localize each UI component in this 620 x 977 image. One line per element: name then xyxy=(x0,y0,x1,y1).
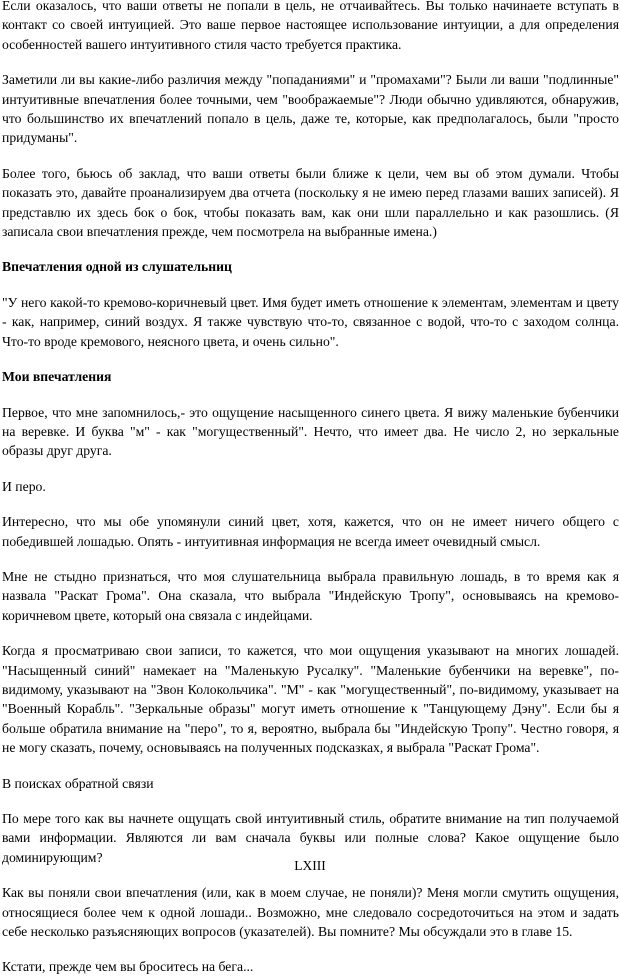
paragraph-hits-misses: Заметили ли вы какие-либо различия между "попаданиями" и "промахами"? Были ли ваши "подлинные" интуитивные впечатления более точными, чем "воображаемые"? Люди обычно удивляются, обнаружив, что большинство их впечатлений попало в цель, даже те, которые, как предполагалось, были "просто придуманы". xyxy=(2,72,619,146)
paragraph-blue-color: Интересно, что мы обе упомянули синий цвет, хотя, кажется, что он не имеет ничего общего с победившей лошадью. Опять - интуитивная информация не всегда имеет очевидный смысл. xyxy=(2,514,619,549)
paragraph-right-horse: Мне не стыдно признаться, что моя слушательница выбрала правильную лошадь, в то время как я назвала "Раскат Грома". Она сказала, что выбрала "Индейскую Тропу", основываясь на кремово-коричневом цвете, который она связала с индейцами. xyxy=(2,568,619,623)
paragraph-closing: Кстати, прежде чем вы броситесь на бега... xyxy=(2,959,254,975)
paragraph-info-type: По мере того как вы начнете ощущать свой интуитивный стиль, обратите внимание на тип получаемой вами информации. Являются ли вам сначала буквы или полные слова? Какое ощущение было доминирующим? xyxy=(2,811,619,865)
page-number: LXIII xyxy=(294,858,326,873)
paragraph-intuition-contact: Если оказалось, что ваши ответы не попали в цель, не отчаивайтесь. Вы только начинаете вступать в контакт со своей интуицией. Это ваше первое настоящее использование интуиции, а для определения особенностей вашего интуитивного стиля часто требуется практика. xyxy=(2,0,619,52)
paragraph-listener-quote: "У него какой-то кремово-коричневый цвет. Имя будет иметь отношение к элементам, элементам и цвету - как, например, синий воздух. Я также чувствую что-то, связанное с водой, что-то с заходом солнца. Что-то вроде кремового, неясного цвета, и очень сильно". xyxy=(2,294,619,349)
subheading-feedback: В поисках обратной связи xyxy=(2,775,154,791)
paragraph-understanding: Как вы поняли свои впечатления (или, как в моем случае, не поняли)? Меня могли смутить ощущения, относящиеся более чем к одной лошади.. Возможно, мне следовало сосредоточиться на этом и задать себе несколько разъясняющих вопросов (указателей). Вы помните? Мы обсуждали это в главе 15. xyxy=(2,885,619,940)
paragraph-blue-bells: Первое, что мне запомнилось,- это ощущение насыщенного синего цвета. Я вижу маленькие бубенчики на веревке. И буква "м" - как "могущественный". Нечто, что имеет два. Не число 2, но зеркальные образы друг друга. xyxy=(2,404,619,459)
page-body xyxy=(2,0,619,977)
heading-my-impressions: Мои впечатления xyxy=(2,369,112,385)
paragraph-feather: И перо. xyxy=(2,478,46,494)
heading-listener-impressions: Впечатления одной из слушательниц xyxy=(2,259,232,275)
paragraph-notes-review: Когда я просматриваю свои записи, то кажется, что мои ощущения указывают на многих лошадей. "Насыщенный синий" намекает на "Маленькую Русалку". "Маленькие бубенчики на веревке", по-видимому, указывают на "Звон Колокольчика". "М" - как "могущественный", по-видимому, указывает на "Военный Корабль". "Зеркальные образы" могут иметь отношение к "Танцующему Дэну". Если бы я больше обратила внимание на "перо", то я, вероятно, выбрала бы "Индейскую Тропу". Честно говоря, я не могу сказать, почему, основываясь на полученных подсказках, я выбрала "Раскат Грома". xyxy=(2,643,619,756)
paragraph-two-reports: Более того, бьюсь об заклад, что ваши ответы были ближе к цели, чем вы об этом думали. Чтобы показать это, давайте проанализируем два отчета (поскольку я не имею перед глазами ваших записей). Я представлю их здесь бок о бок, чтобы показать вам, как они шли параллельно и как разошлись. (Я записала свои впечатления прежде, чем посмотрела на выбранные имена.) xyxy=(2,165,619,240)
